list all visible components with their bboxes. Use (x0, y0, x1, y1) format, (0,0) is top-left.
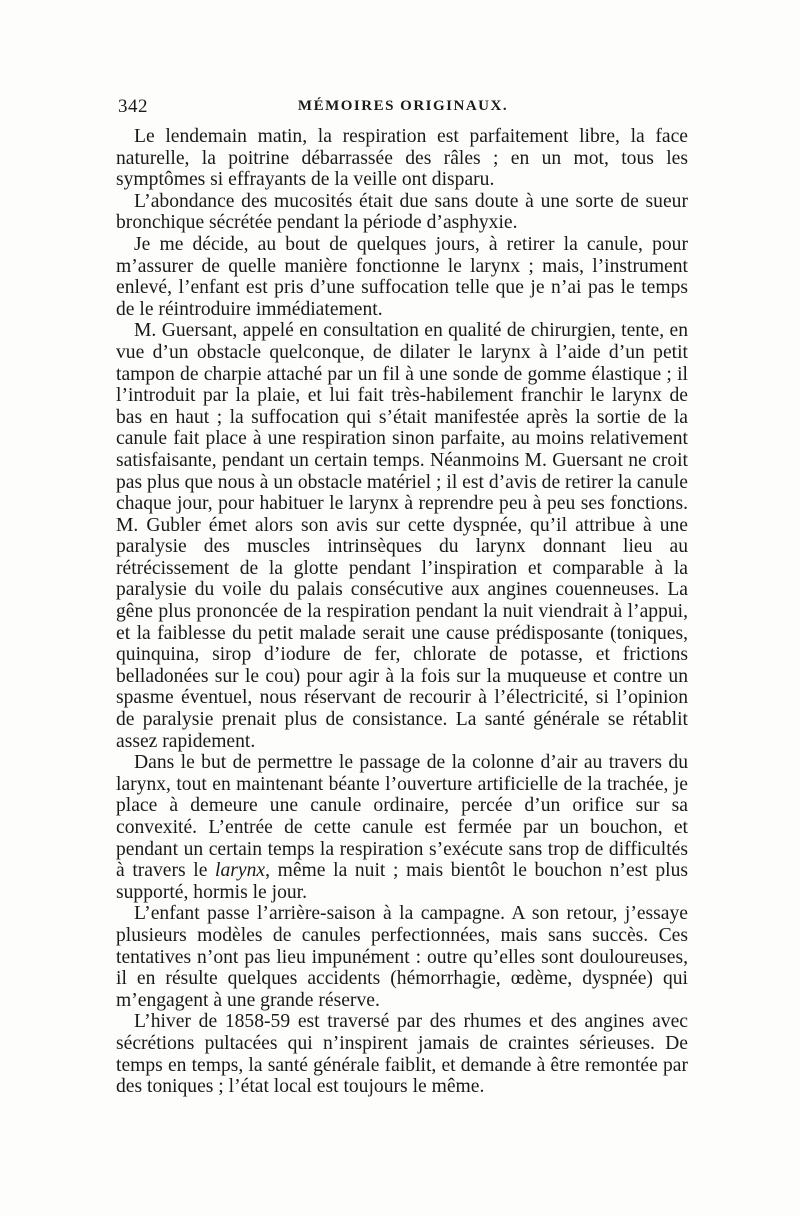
paragraph-6: L’enfant passe l’arrière-saison à la campagne. A son retour, j’essaye plusieurs modèles de canules perfectionnées, mais sans succès. Ces tentatives n’ont pas lieu impunément : outre qu’elles sont douloureuses, il en résulte quelques accidents (hémorrhagie, œdème, dyspnée) qui m’engagent à une grande réserve. (116, 903, 688, 1011)
paragraph-5-text: Dans le but de permettre le passage de la colonne d’air au travers du larynx, tout en maintenant béante l’ouverture artificielle de la trachée, je place à demeure une canule ordinaire, percée d’un orifice sur sa convexité. L’entrée de cette canule est fermée par un bouchon, et pendant un certain temps la respiration s’exécute sans trop de difficultés à travers le (116, 752, 688, 882)
body-text (116, 126, 688, 1098)
running-title: MÉMOIRES ORIGINAUX. (297, 98, 509, 114)
paragraph-5 (116, 752, 688, 903)
running-head (118, 96, 688, 120)
paragraph-5-italic: larynx (215, 860, 266, 882)
paragraph-5-tail: , même la nuit ; mais bientôt le bouchon n’est plus supporté, hormis le jour. (116, 860, 688, 903)
page-number: 342 (118, 96, 148, 117)
paragraph-2: L’abondance des mucosités était due sans doute à une sorte de sueur bronchique sécrétée pendant la période d’asphyxie. (116, 190, 688, 234)
paragraph-7: L’hiver de 1858-59 est traversé par des rhumes et des angines avec sécrétions pultacées qui n’inspirent jamais de craintes sérieuses. De temps en temps, la santé générale faiblit, et demande à être remontée par des toniques ; l’état local est toujours le même. (116, 1011, 688, 1098)
paragraph-1: Le lendemain matin, la respiration est parfaitement libre, la face naturelle, la poitrine débarrassée des râles ; en un mot, tous les symptômes si effrayants de la veille ont disparu. (116, 126, 688, 191)
paragraph-3: Je me décide, au bout de quelques jours, à retirer la canule, pour m’assurer de quelle manière fonctionne le larynx ; mais, l’instrument enlevé, l’enfant est pris d’une suffocation telle que je n’ai pas le temps de le réintroduire immédiatement. (116, 233, 688, 320)
paragraph-4: M. Guersant, appelé en consultation en qualité de chirurgien, tente, en vue d’un obstacle quelconque, de dilater le larynx à l’aide d’un petit tampon de charpie attaché par un fil à une sonde de gomme élastique ; il l’introduit par la plaie, et lui fait très-habilement franchir le larynx de bas en haut ; la suffocation qui s’était manifestée après la sortie de la canule fait place à une respiration sinon parfaite, au moins relativement satisfaisante, pendant un certain temps. Néanmoins M. Guersant ne croit pas plus que nous à un obstacle matériel ; il est d’avis de retirer la canule chaque jour, pour habituer le larynx à reprendre peu à peu ses fonctions. M. Gubler émet alors son avis sur cette dyspnée, qu’il attribue à une paralysie des muscles intrinsèques du larynx donnant lieu au rétrécissement de la glotte pendant l’inspiration et comparable à la paralysie du voile du palais consécutive aux angines couenneuses. La gêne plus prononcée de la respiration pendant la nuit viendrait à l’appui, et la faiblesse du petit malade serait une cause prédisposante (toniques, quinquina, sirop d’iodure de fer, chlorate de potasse, et frictions belladonées sur le cou) pour agir à la fois sur la muqueuse et contre un spasme éventuel, nous réservant de recourir à l’électricité, si l’opinion de paralysie prenait plus de consistance. La santé générale se rétablit assez rapidement. (116, 320, 688, 752)
